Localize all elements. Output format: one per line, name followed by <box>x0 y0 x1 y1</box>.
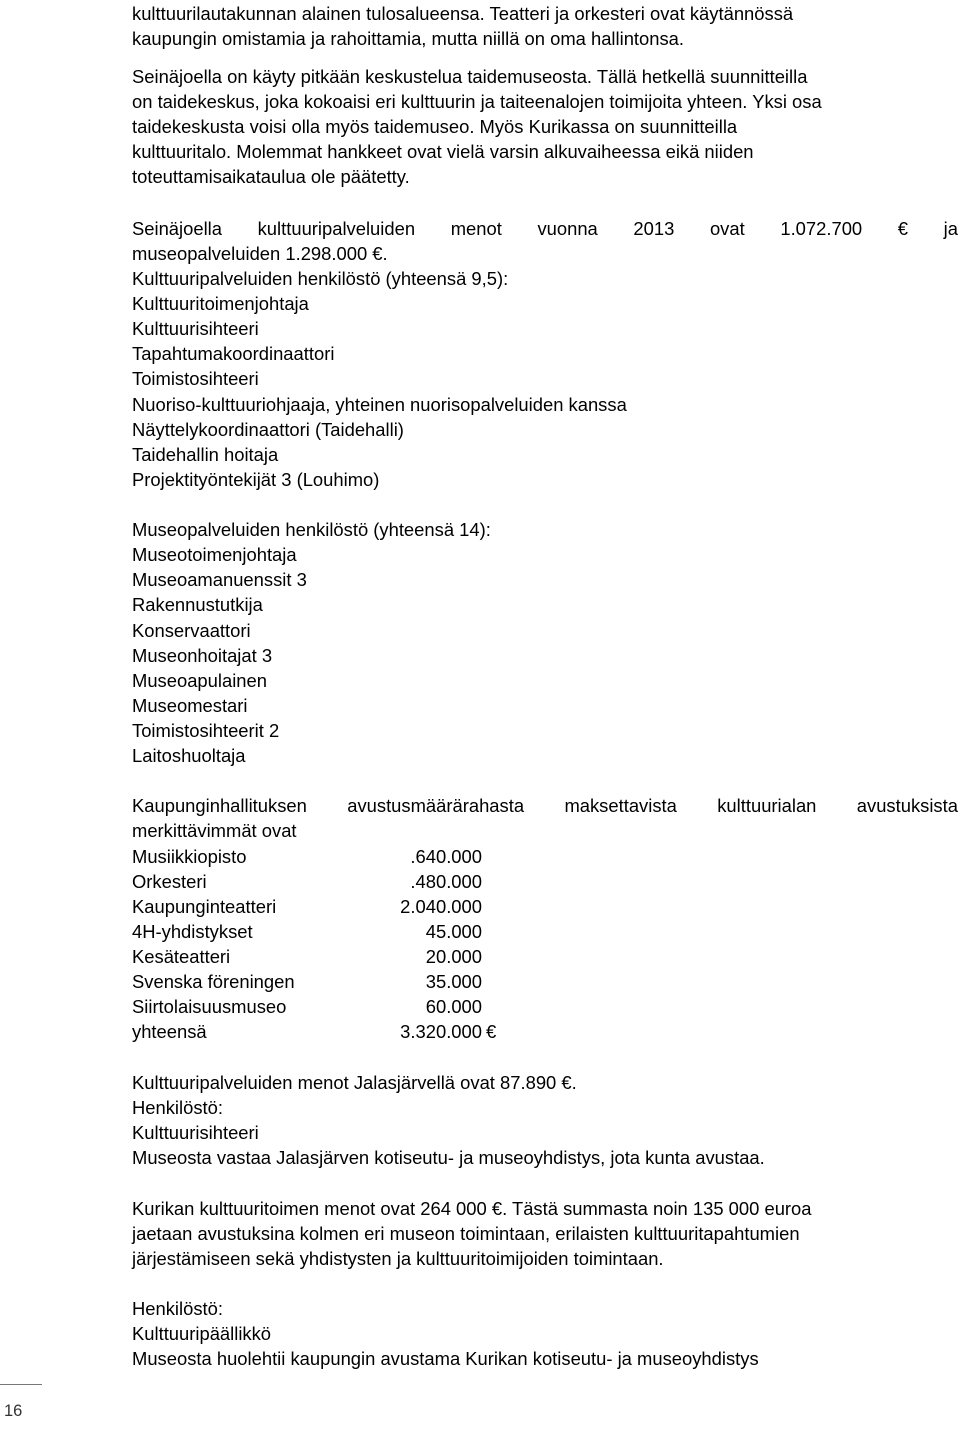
word: Kaupunginhallituksen <box>132 795 307 816</box>
footer-divider <box>0 1384 42 1385</box>
grant-recipient: Svenska föreningen <box>132 971 295 992</box>
word: vuonna <box>537 218 598 239</box>
paragraph-2-line-4: kulttuuritalo. Molemmat hankkeet ovat vielä varsin alkuvaiheessa eikä niiden <box>132 141 754 162</box>
paragraph-1-line-1: kulttuurilautakunnan alainen tulosalueensa. Teatteri ja orkesteri ovat käytännössä <box>132 3 794 24</box>
euro-sign: € <box>486 1021 497 1042</box>
grant-recipient: Siirtolaisuusmuseo <box>132 996 287 1017</box>
euro-sign: € <box>897 218 909 239</box>
museum-staff-item: Museonhoitajat 3 <box>132 645 273 666</box>
grant-amount: .480.000 <box>410 871 482 892</box>
grant-recipient: Kaupunginteatteri <box>132 896 277 917</box>
grant-amount: 2.040.000 <box>400 896 482 917</box>
word: avustuksista <box>856 795 958 816</box>
jalasjarvi-line-4: Museosta vastaa Jalasjärven kotiseutu- ja museoyhdistys, jota kunta avustaa. <box>132 1147 765 1168</box>
spending-sentence-line-1 <box>132 216 958 241</box>
grant-total-label: yhteensä <box>132 1021 207 1042</box>
grant-row <box>132 994 482 1019</box>
paragraph-1-line-2: kaupungin omistamia ja rahoittamia, mutta niillä on oma hallintonsa. <box>132 28 685 49</box>
grant-row <box>132 969 482 994</box>
museum-staff-heading: Museopalveluiden henkilöstö (yhteensä 14): <box>132 519 491 540</box>
museum-staff-item: Museomestari <box>132 695 248 716</box>
word: kulttuuripalveluiden <box>257 218 416 239</box>
word: avustusmäärärahasta <box>347 795 525 816</box>
paragraph-2-line-1: Seinäjoella on käyty pitkään keskustelua taidemuseosta. Tällä hetkellä suunnitteilla <box>132 66 808 87</box>
word: ja <box>943 218 958 239</box>
grants-intro-line-1 <box>132 793 958 818</box>
jalasjarvi-line-2: Henkilöstö: <box>132 1097 223 1118</box>
word: maksettavista <box>564 795 677 816</box>
kurikka-line-1: Kurikan kulttuuritoimen menot ovat 264 000 €. Tästä summasta noin 135 000 euroa <box>132 1198 812 1219</box>
word: kulttuurialan <box>717 795 817 816</box>
museum-staff-item: Toimistosihteerit 2 <box>132 720 280 741</box>
paragraph-2-line-2: on taidekeskus, joka kokoaisi eri kulttuurin ja taiteenalojen toimijoita yhteen. Yksi osa <box>132 91 822 112</box>
grant-total-row <box>132 1019 496 1044</box>
grant-amount: 45.000 <box>425 921 482 942</box>
museum-staff-item: Laitoshuoltaja <box>132 745 246 766</box>
word: 2013 <box>633 218 675 239</box>
kurikka-line-4: Henkilöstö: <box>132 1298 223 1319</box>
kurikka-line-5: Kulttuuripäällikkö <box>132 1323 272 1344</box>
grant-row <box>132 869 482 894</box>
grant-recipient: Orkesteri <box>132 871 207 892</box>
grant-recipient: 4H-yhdistykset <box>132 921 253 942</box>
culture-staff-item: Taidehallin hoitaja <box>132 444 279 465</box>
word: menot <box>450 218 502 239</box>
grant-amount: .640.000 <box>410 846 482 867</box>
culture-staff-item: Tapahtumakoordinaattori <box>132 343 335 364</box>
culture-staff-item: Nuoriso-kulttuuriohjaaja, yhteinen nuorisopalveluiden kanssa <box>132 394 627 415</box>
museum-staff-item: Museoamanuenssit 3 <box>132 569 307 590</box>
museum-staff-item: Museoapulainen <box>132 670 267 691</box>
museum-staff-item: Museotoimenjohtaja <box>132 544 297 565</box>
grant-row <box>132 944 482 969</box>
culture-staff-item: Kulttuurisihteeri <box>132 318 259 339</box>
culture-staff-item: Kulttuuritoimenjohtaja <box>132 293 309 314</box>
kurikka-line-2: jaetaan avustuksina kolmen eri museon toimintaan, erilaisten kulttuuritapahtumien <box>132 1223 800 1244</box>
culture-staff-heading: Kulttuuripalveluiden henkilöstö (yhteensä 9,5): <box>132 268 509 289</box>
jalasjarvi-line-1: Kulttuuripalveluiden menot Jalasjärvellä ovat 87.890 €. <box>132 1072 577 1093</box>
grant-row <box>132 844 482 869</box>
grant-row <box>132 919 482 944</box>
museum-staff-item: Konservaattori <box>132 620 251 641</box>
paragraph-2-line-3: taidekeskusta voisi olla myös taidemuseo. Myös Kurikassa on suunnitteilla <box>132 116 738 137</box>
museum-staff-item: Rakennustutkija <box>132 594 263 615</box>
page-number: 16 <box>4 1402 23 1420</box>
grant-amount: 20.000 <box>425 946 482 967</box>
word: Seinäjoella <box>132 218 222 239</box>
grant-total-amount: 3.320.000 <box>400 1021 482 1042</box>
grant-recipient: Musiikkiopisto <box>132 846 247 867</box>
kurikka-line-6: Museosta huolehtii kaupungin avustama Kurikan kotiseutu- ja museoyhdistys <box>132 1348 759 1369</box>
word: ovat <box>709 218 745 239</box>
grant-amount: 35.000 <box>425 971 482 992</box>
grants-intro-line-2: merkittävimmät ovat <box>132 820 297 841</box>
culture-staff-item: Näyttelykoordinaattori (Taidehalli) <box>132 419 404 440</box>
paragraph-2-line-5: toteuttamisaikataulua ole päätetty. <box>132 166 410 187</box>
grant-row <box>132 894 482 919</box>
word: 1.072.700 <box>780 218 863 239</box>
kurikka-line-3: järjestämiseen sekä yhdistysten ja kulttuuritoimijoiden toimintaan. <box>132 1248 664 1269</box>
grant-recipient: Kesäteatteri <box>132 946 231 967</box>
culture-staff-item: Toimistosihteeri <box>132 368 259 389</box>
spending-sentence-line-2: museopalveluiden 1.298.000 €. <box>132 243 388 264</box>
jalasjarvi-line-3: Kulttuurisihteeri <box>132 1122 259 1143</box>
culture-staff-item: Projektityöntekijät 3 (Louhimo) <box>132 469 380 490</box>
grant-amount: 60.000 <box>425 996 482 1017</box>
